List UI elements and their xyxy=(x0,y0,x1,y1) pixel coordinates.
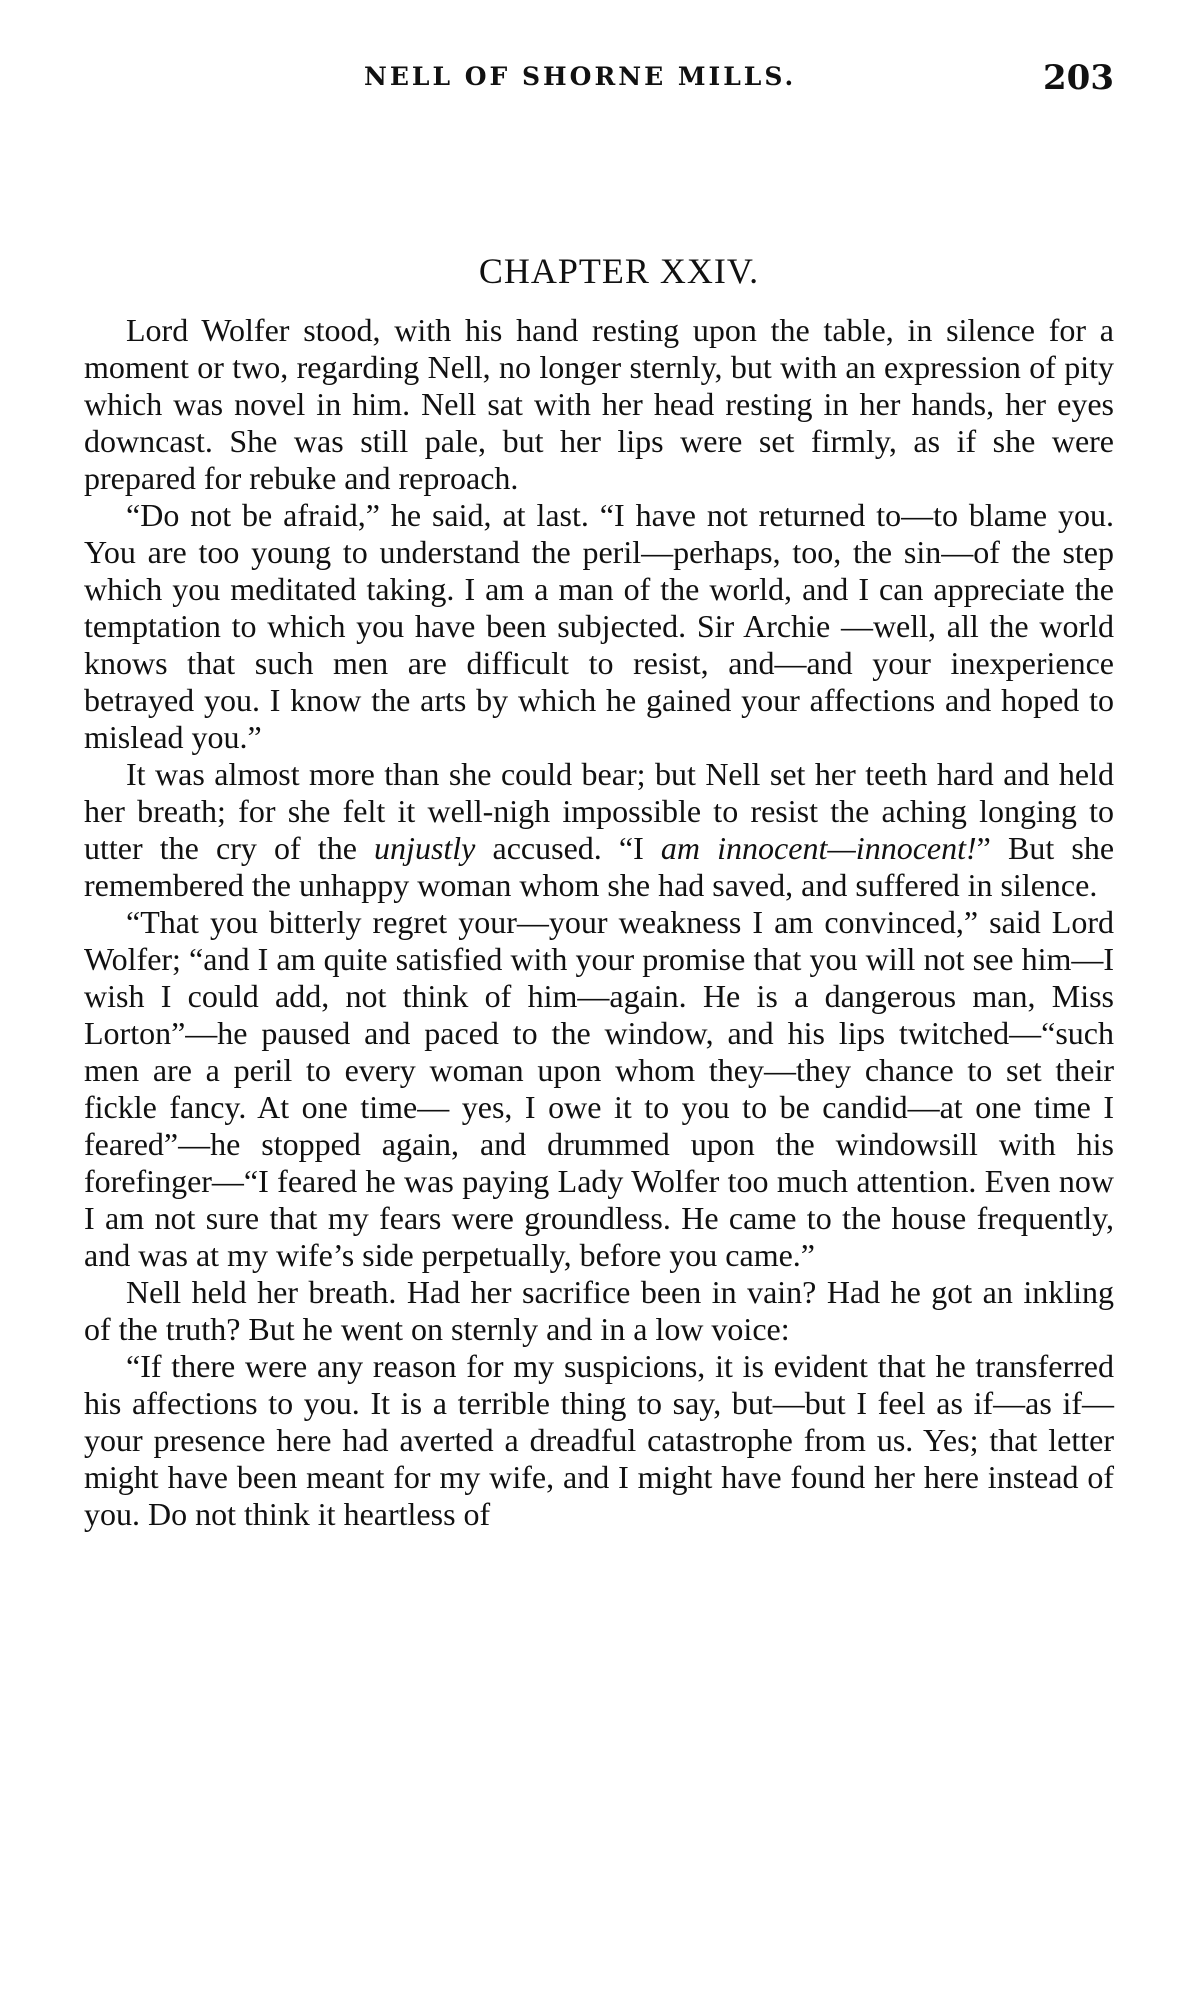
running-title: NELL OF SHORNE MILLS. xyxy=(364,62,797,91)
paragraph-3-italic-1: unjustly xyxy=(374,830,476,866)
body-text xyxy=(84,312,1114,1533)
page-number: 203 xyxy=(1043,58,1114,98)
paragraph-3-part-1: It was almost more than she could bear; but Nell set her teeth hard and held her breath; for she felt it well-nigh impossible to resist the aching longing to utter the cry of the xyxy=(84,756,1114,866)
running-head xyxy=(84,58,1114,102)
paragraph-3-part-3: ” But she remembered the unhappy woman whom she had saved, and suffered in silence. xyxy=(84,830,1115,903)
chapter-heading: CHAPTER XXIV. xyxy=(478,251,760,291)
paragraph-5: Nell held her breath. Had her sacrifice been in vain? Had he got an inkling of the truth? But he went on sternly and in a low voice: xyxy=(84,1274,1114,1347)
paragraph-3-italic-2: am innocent—innocent! xyxy=(660,830,977,866)
paragraph-4: “That you bitterly regret your—your weakness I am convinced,” said Lord Wolfer; “and I am quite satisfied with your promise that you will not see him—I wish I could add, not think of him—again. He is a dangerous man, Miss Lorton”—he paused and paced to the window, and his lips twitched—“such men are a peril to every woman upon whom they—they chance to set their fickle fancy. At one time— yes, I owe it to you to be candid—at one time I feared”—he stopped again, and drummed upon the windowsill with his forefinger—“I feared he was paying Lady Wolfer too much attention. Even now I am not sure that my fears were groundless. He came to the house frequently, and was at my wife’s side perpetually, before you came.” xyxy=(84,904,1114,1273)
paragraph-3 xyxy=(84,756,1114,904)
paragraph-3-part-2: accused. “I xyxy=(475,830,661,866)
paragraph-6: “If there were any reason for my suspicions, it is evident that he transferred his affections to you. It is a terrible thing to say, but—but I feel as if—as if—your presence here had averted a dreadful catastrophe from us. Yes; that letter might have been meant for my wife, and I might have found her here instead of you. Do not think it heartless of xyxy=(84,1348,1114,1532)
paragraph-1: Lord Wolfer stood, with his hand resting upon the table, in silence for a moment or two, regarding Nell, no longer sternly, but with an expression of pity which was novel in him. Nell sat with her head resting in her hands, her eyes downcast. She was still pale, but her lips were set firmly, as if she were prepared for rebuke and reproach. xyxy=(84,312,1114,496)
paragraph-2: “Do not be afraid,” he said, at last. “I have not returned to—to blame you. You are too young to understand the peril—perhaps, too, the sin—of the step which you meditated taking. I am a man of the world, and I can appreciate the temptation to which you have been subjected. Sir Archie —well, all the world knows that such men are difficult to resist, and—and your inexperience betrayed you. I know the arts by which he gained your affections and hoped to mislead you.” xyxy=(84,497,1114,755)
